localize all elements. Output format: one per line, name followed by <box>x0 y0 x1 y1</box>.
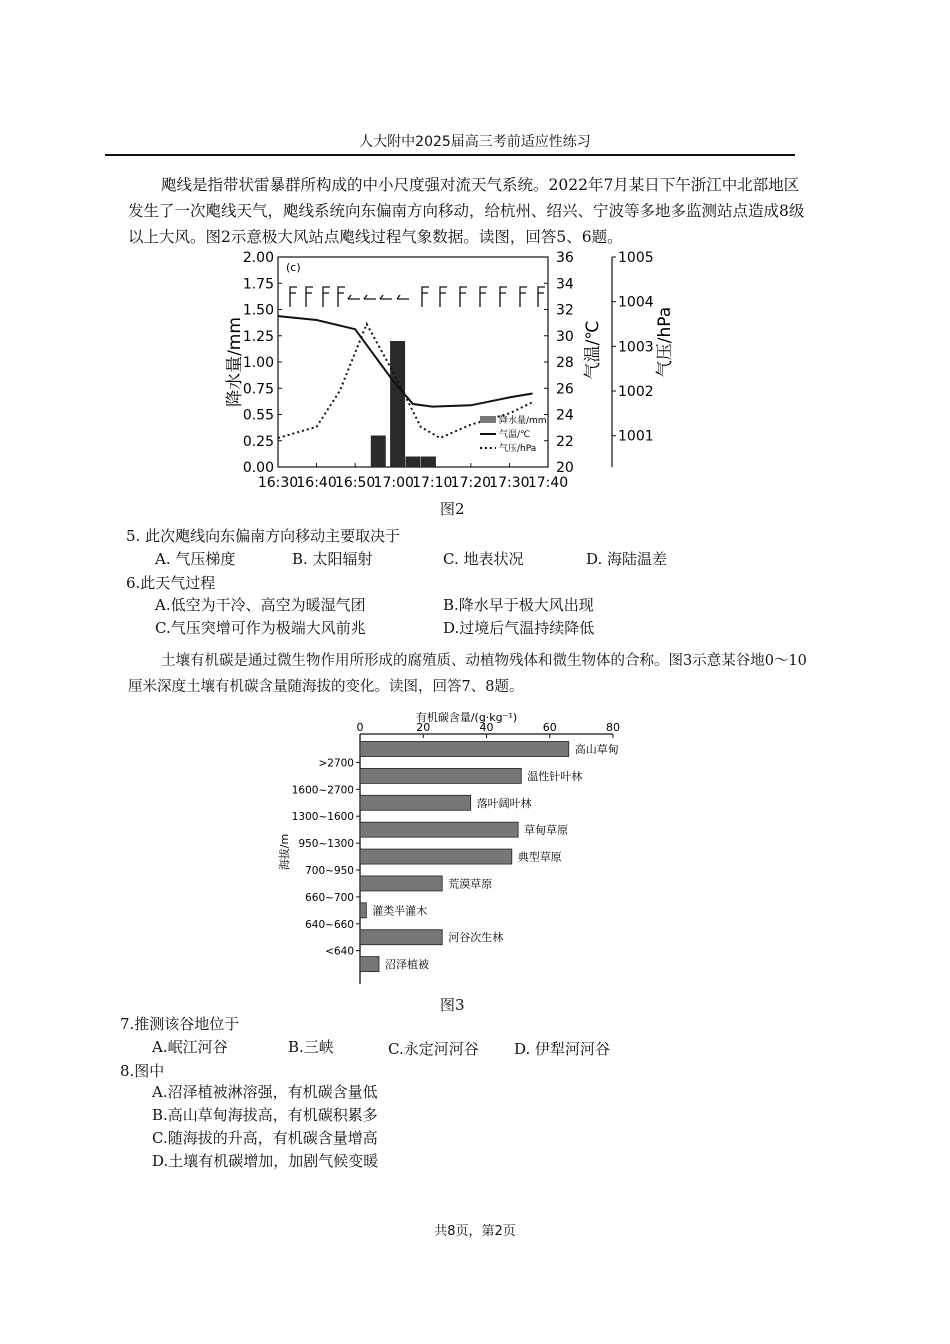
fig2-precip-bar <box>421 457 436 468</box>
fig2-wind-barb <box>290 287 297 307</box>
q6-option-b[interactable]: B.降水早于极大风出现 <box>443 596 594 614</box>
fig3-altitude-label: <640 <box>325 945 354 958</box>
header-rule <box>105 154 795 156</box>
fig3-altitude-label: 700~950 <box>305 865 354 877</box>
q5-option-b[interactable]: B. 太阳辐射 <box>292 550 373 568</box>
fig2-legend-precip-swatch <box>480 416 496 423</box>
fig3-altitude-label: 950~1300 <box>298 838 354 851</box>
fig2-pressure-tick-label: 1001 <box>618 428 654 445</box>
fig2-x-tick-label: 17:00 <box>373 475 414 491</box>
fig2-left-tick-label: 1.75 <box>242 276 274 293</box>
fig3-bar <box>360 849 512 864</box>
fig3-altitude-label: 1300~1600 <box>291 811 354 824</box>
fig2-legend-pressure-label: 气压/hPa <box>499 444 537 454</box>
fig3-bar-label: 河谷次生林 <box>448 931 504 945</box>
fig2-wind-barb <box>460 287 467 307</box>
q6-option-d[interactable]: D.过境后气温持续降低 <box>443 619 595 637</box>
figure-2-caption: 图2 <box>440 500 465 518</box>
q7-stem: 7.推测该谷地位于 <box>120 1015 240 1033</box>
q8-option-c[interactable]: C.随海拔的升高，有机碳含量增高 <box>152 1129 378 1147</box>
page-footer: 共8页，第2页 <box>434 1224 516 1239</box>
fig2-temp-tick-label: 28 <box>556 355 574 371</box>
fig3-bar <box>360 768 521 783</box>
figure-3-caption: 图3 <box>440 996 465 1014</box>
fig3-group <box>277 712 620 984</box>
fig2-temp-tick-label: 30 <box>556 328 574 345</box>
q6-stem: 6.此天气过程 <box>126 574 216 592</box>
fig2-wind-barb <box>440 287 447 307</box>
fig2-temperature-line <box>278 316 533 407</box>
fig2-left-tick-label: 1.00 <box>242 355 274 371</box>
fig3-bar <box>360 930 442 945</box>
fig2-temp-tick-label: 24 <box>556 407 574 424</box>
intro-paragraph-1: 飑线是指带状雷暴群所构成的中小尺度强对流天气系统。2022年7月某日下午浙江中北部地区发生了一次飑线天气，飑线系统向东偏南方向移动，给杭州、绍兴、宁波等多地多监测站点造成8级以上大风。图2示意极大风站点飑线过程气象数据。读图，回答5、6题。 <box>128 176 805 246</box>
fig3-bar-label: 典型草原 <box>517 850 562 864</box>
fig3-bar-label: 落叶阔叶林 <box>476 796 532 810</box>
q5-stem: 5. 此次飑线向东偏南方向移动主要取决于 <box>126 527 401 545</box>
fig3-x-tick-label: 0 <box>356 721 364 734</box>
fig2-temp-tick-label: 32 <box>556 302 574 319</box>
fig3-x-tick-label: 40 <box>479 721 494 734</box>
figure-2-chart <box>210 245 680 495</box>
fig2-temp-tick-label: 36 <box>556 250 574 266</box>
fig2-left-tick-label: 1.50 <box>242 302 274 319</box>
fig3-bar <box>360 957 379 972</box>
fig2-left-tick-label: 2.00 <box>242 250 274 266</box>
fig2-x-tick-label: 17:20 <box>450 475 492 491</box>
fig2-wind-barb <box>520 287 527 307</box>
fig2-wind-barb <box>480 287 487 307</box>
q6-option-c[interactable]: C.气压突增可作为极端大风前兆 <box>155 619 366 637</box>
fig3-altitude-label: >2700 <box>318 757 354 770</box>
fig2-x-tick-label: 16:50 <box>334 475 376 491</box>
fig2-x-tick-label: 17:10 <box>412 475 453 491</box>
q8-stem: 8.图中 <box>120 1062 165 1080</box>
fig2-wind-barb <box>397 295 409 299</box>
fig3-x-tick-label: 20 <box>416 721 431 734</box>
fig2-wind-barb <box>348 295 360 299</box>
fig2-precip-bar <box>371 436 386 468</box>
fig2-wind-barb <box>338 287 345 307</box>
fig3-bar <box>360 742 569 757</box>
fig2-legend-temp-label: 气温/℃ <box>499 430 531 440</box>
q5-option-c[interactable]: C. 地表状况 <box>443 550 524 568</box>
fig2-wind-barb <box>364 295 376 299</box>
fig2-precip-bar <box>406 457 421 468</box>
fig2-wind-barb <box>323 287 330 307</box>
fig3-altitude-label: 640~660 <box>305 918 354 931</box>
fig2-x-tick-label: 16:40 <box>296 475 337 491</box>
q7-option-c[interactable]: C.永定河河谷 <box>388 1040 479 1058</box>
fig3-bar <box>360 822 518 837</box>
q6-option-a[interactable]: A.低空为干冷、高空为暖湿气团 <box>155 596 366 614</box>
intro-paragraph-2: 土壤有机碳是通过微生物作用所形成的腐殖质、动植物残体和微生物体的合称。图3示意某谷地0～10厘米深度土壤有机碳含量随海拔的变化。读图，回答7、8题。 <box>128 653 807 695</box>
q7-option-a[interactable]: A.岷江河谷 <box>152 1038 228 1056</box>
fig2-left-axis-title: 降水量/mm <box>225 317 245 407</box>
q8-option-b[interactable]: B.高山草甸海拔高，有机碳积累多 <box>152 1106 378 1124</box>
fig2-x-tick-label: 16:30 <box>257 475 299 491</box>
fig2-temp-tick-label: 26 <box>556 381 574 398</box>
fig2-pressure-axis-title: 气压/hPa <box>655 306 675 378</box>
q5-option-a[interactable]: A. 气压梯度 <box>155 550 236 568</box>
fig2-pressure-tick-label: 1004 <box>618 294 654 311</box>
fig2-wind-barb <box>306 287 313 307</box>
fig3-bar <box>360 876 442 891</box>
fig2-temp-tick-label: 22 <box>556 433 574 450</box>
fig3-x-tick-label: 60 <box>542 721 557 734</box>
fig3-bar-label: 荒漠草原 <box>448 877 493 891</box>
fig2-left-tick-label: 0.55 <box>242 407 274 424</box>
page-header: 人大附中2025届高三考前适应性练习 <box>359 134 591 150</box>
fig2-left-tick-label: 0.75 <box>242 381 274 398</box>
fig2-left-tick-label: 0.25 <box>242 433 274 450</box>
fig3-bar-label: 草甸草原 <box>524 823 569 837</box>
fig3-bar-label: 沼泽植被 <box>384 958 429 972</box>
fig3-bar-label: 温性针叶林 <box>527 769 583 783</box>
fig3-bar-label: 高山草甸 <box>574 743 619 756</box>
fig2-group <box>225 250 675 491</box>
fig3-altitude-label: 1600~2700 <box>291 784 354 797</box>
fig2-left-tick-label: 0.00 <box>242 460 274 476</box>
fig3-bar <box>360 795 471 810</box>
q8-option-a[interactable]: A.沼泽植被淋溶强，有机碳含量低 <box>152 1083 378 1101</box>
q8-option-d[interactable]: D.土壤有机碳增加，加剧气候变暖 <box>152 1152 379 1170</box>
q5-option-d[interactable]: D. 海陆温差 <box>586 550 668 568</box>
fig2-pressure-tick-label: 1003 <box>618 339 654 356</box>
fig2-pressure-tick-label: 1002 <box>618 384 654 401</box>
fig2-temp-tick-label: 20 <box>556 460 574 476</box>
fig2-legend-precip-label: 降水量/mm <box>499 416 547 426</box>
fig2-precip-bar <box>390 341 405 467</box>
q7-option-d[interactable]: D. 伊犁河河谷 <box>514 1040 611 1058</box>
fig2-wind-barb <box>422 287 429 307</box>
figure-3-chart <box>270 712 640 992</box>
fig2-panel-label: (c) <box>286 261 301 274</box>
fig3-y-axis-title: 海拔/m <box>278 833 291 871</box>
fig2-wind-barb <box>380 295 392 299</box>
fig3-x-tick-label: 80 <box>606 721 620 734</box>
fig2-wind-barb <box>538 287 545 307</box>
fig2-left-tick-label: 1.25 <box>242 328 274 345</box>
fig2-x-tick-label: 17:30 <box>489 475 530 491</box>
fig3-bar <box>360 903 366 918</box>
q7-option-b[interactable]: B.三峡 <box>288 1038 334 1056</box>
fig2-temp-axis-title: 气温/℃ <box>583 320 603 380</box>
fig3-x-axis-title: 有机碳含量/(g·kg⁻¹) <box>415 712 518 724</box>
fig2-pressure-tick-label: 1005 <box>618 250 654 266</box>
fig2-x-tick-label: 17:40 <box>527 475 569 491</box>
fig2-temp-tick-label: 34 <box>556 276 574 293</box>
fig2-wind-barb <box>500 287 507 307</box>
fig3-altitude-label: 660~700 <box>305 891 354 904</box>
fig3-bar-label: 灌类半灌木 <box>372 904 428 918</box>
